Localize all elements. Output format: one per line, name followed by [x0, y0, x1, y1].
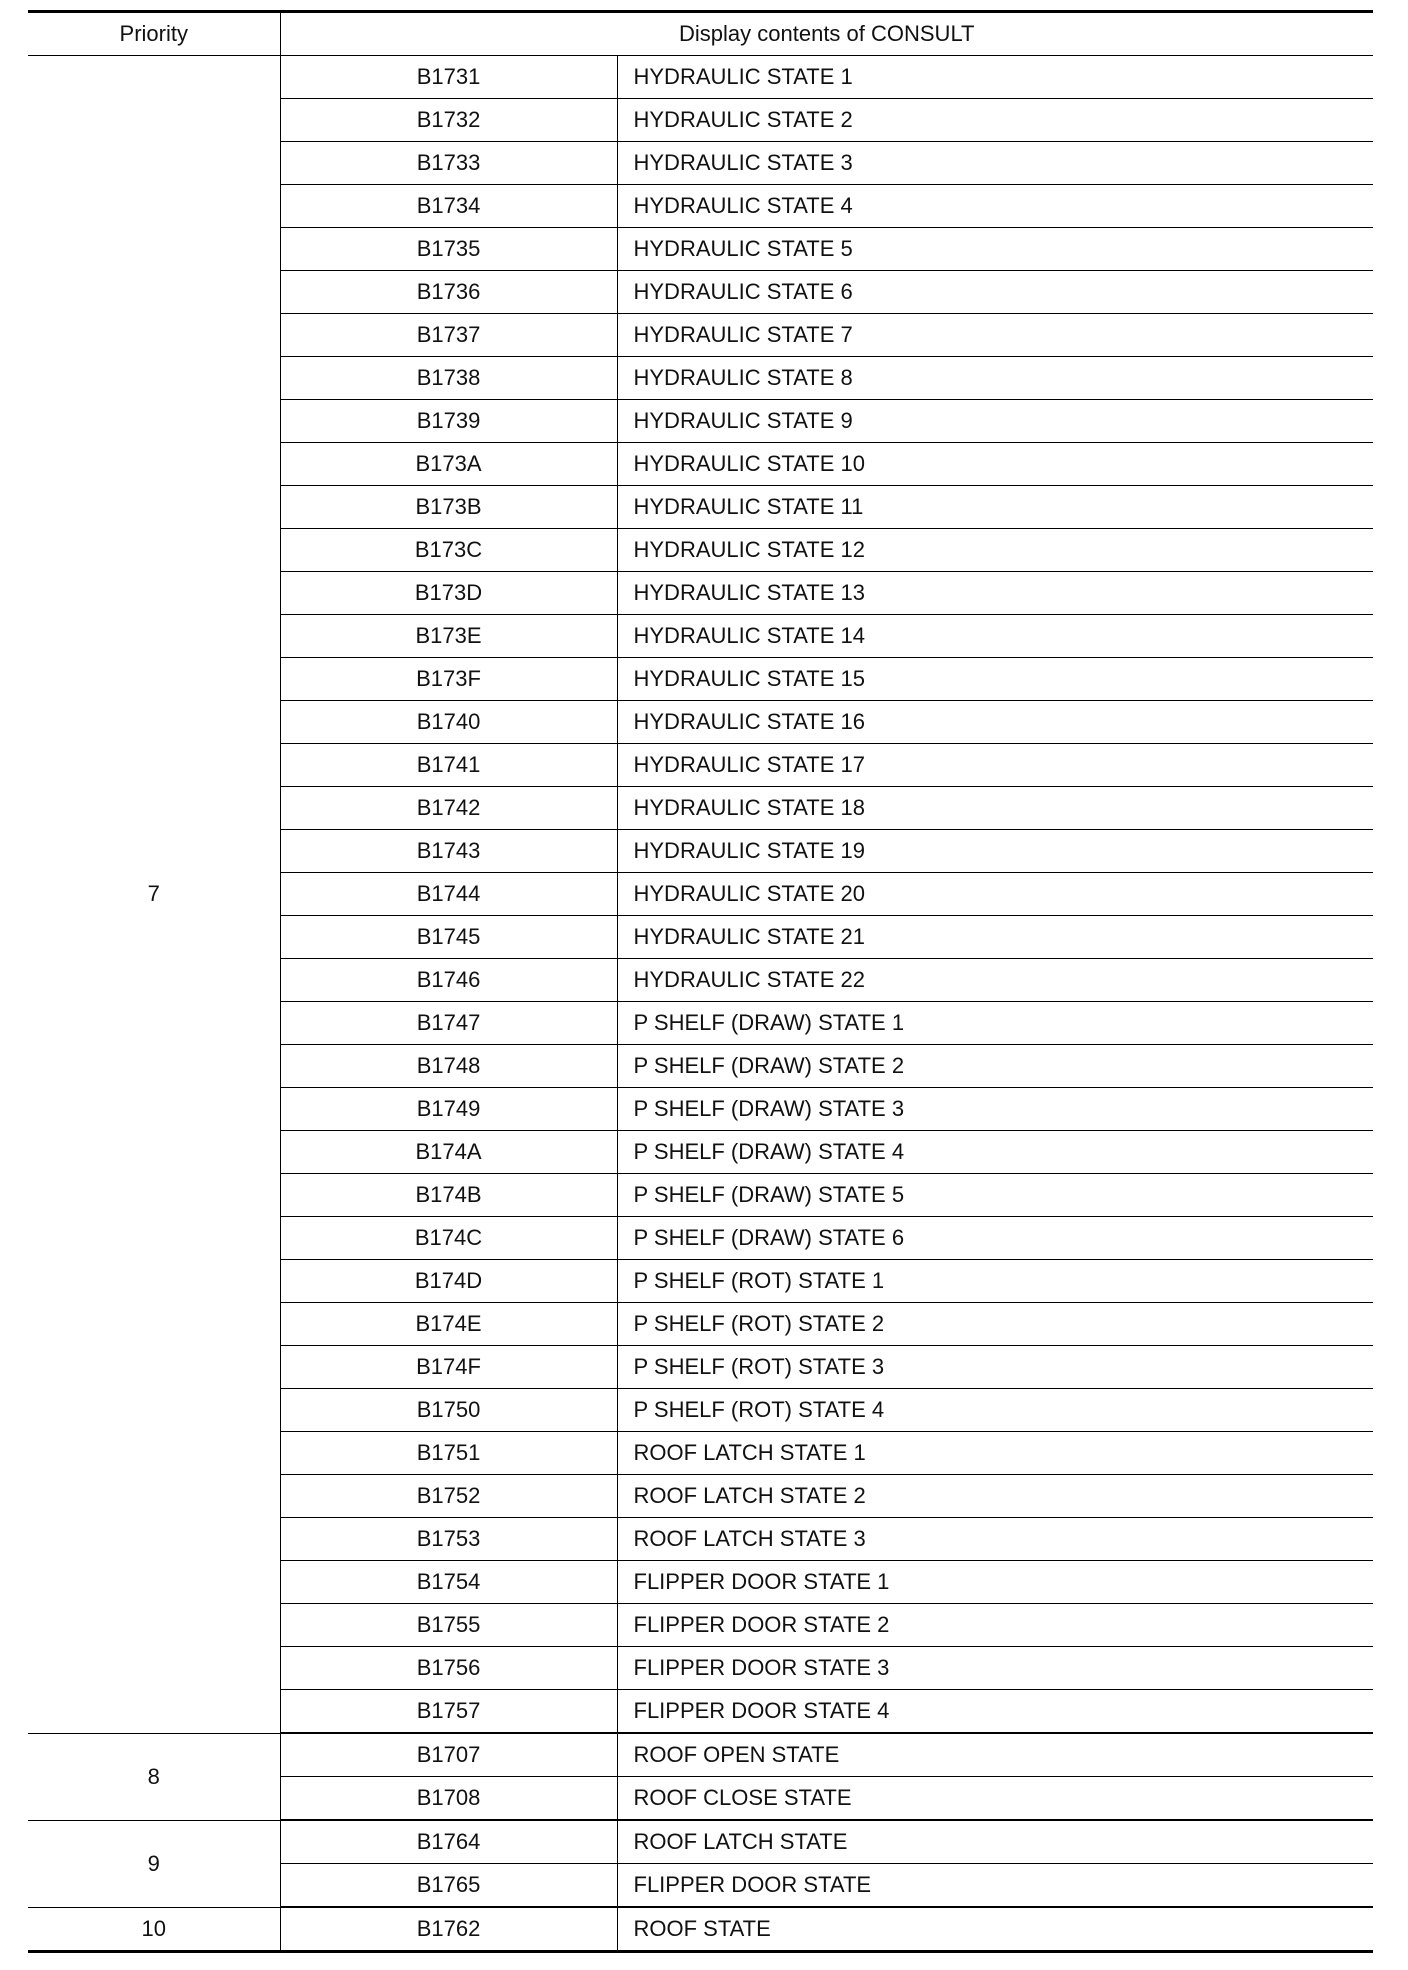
dtc-code-cell: B1707	[280, 1733, 617, 1777]
dtc-code-cell: B1744	[280, 873, 617, 916]
dtc-code-cell: B1749	[280, 1088, 617, 1131]
dtc-code-cell: B1756	[280, 1647, 617, 1690]
display-contents-cell: HYDRAULIC STATE 9	[617, 400, 1373, 443]
display-contents-cell: FLIPPER DOOR STATE	[617, 1864, 1373, 1908]
dtc-code-cell: B173D	[280, 572, 617, 615]
dtc-code-cell: B1752	[280, 1475, 617, 1518]
dtc-code-cell: B1765	[280, 1864, 617, 1908]
display-contents-cell: HYDRAULIC STATE 17	[617, 744, 1373, 787]
priority-cell: 8	[28, 1733, 280, 1820]
display-contents-cell: HYDRAULIC STATE 11	[617, 486, 1373, 529]
display-contents-cell: HYDRAULIC STATE 21	[617, 916, 1373, 959]
dtc-code-cell: B1747	[280, 1002, 617, 1045]
dtc-code-cell: B1755	[280, 1604, 617, 1647]
display-contents-cell: P SHELF (DRAW) STATE 4	[617, 1131, 1373, 1174]
dtc-code-cell: B1708	[280, 1777, 617, 1821]
dtc-code-cell: B1764	[280, 1820, 617, 1864]
display-contents-cell: HYDRAULIC STATE 19	[617, 830, 1373, 873]
display-contents-cell: FLIPPER DOOR STATE 4	[617, 1690, 1373, 1734]
display-contents-cell: HYDRAULIC STATE 8	[617, 357, 1373, 400]
dtc-code-cell: B173B	[280, 486, 617, 529]
dtc-code-cell: B1736	[280, 271, 617, 314]
dtc-code-cell: B173A	[280, 443, 617, 486]
dtc-code-cell: B174F	[280, 1346, 617, 1389]
dtc-code-cell: B174D	[280, 1260, 617, 1303]
header-row	[28, 12, 1373, 56]
dtc-code-cell: B1762	[280, 1907, 617, 1952]
display-contents-cell: FLIPPER DOOR STATE 1	[617, 1561, 1373, 1604]
display-contents-cell: P SHELF (DRAW) STATE 6	[617, 1217, 1373, 1260]
dtc-code-cell: B1743	[280, 830, 617, 873]
display-contents-cell: P SHELF (DRAW) STATE 3	[617, 1088, 1373, 1131]
display-contents-cell: HYDRAULIC STATE 7	[617, 314, 1373, 357]
display-contents-cell: HYDRAULIC STATE 20	[617, 873, 1373, 916]
table-row	[28, 1733, 1373, 1777]
table-row	[28, 56, 1373, 99]
display-contents-cell: FLIPPER DOOR STATE 3	[617, 1647, 1373, 1690]
consult-priority-sheet	[28, 10, 1373, 1953]
display-contents-cell: HYDRAULIC STATE 6	[617, 271, 1373, 314]
dtc-code-cell: B1734	[280, 185, 617, 228]
display-contents-cell: P SHELF (ROT) STATE 3	[617, 1346, 1373, 1389]
display-contents-cell: ROOF OPEN STATE	[617, 1733, 1373, 1777]
dtc-code-cell: B1733	[280, 142, 617, 185]
display-contents-cell: P SHELF (ROT) STATE 1	[617, 1260, 1373, 1303]
display-contents-cell: HYDRAULIC STATE 12	[617, 529, 1373, 572]
priority-cell: 9	[28, 1820, 280, 1907]
dtc-code-cell: B1754	[280, 1561, 617, 1604]
dtc-code-cell: B1757	[280, 1690, 617, 1734]
dtc-code-cell: B1740	[280, 701, 617, 744]
table-header	[28, 12, 1373, 56]
table-body	[28, 56, 1373, 1952]
consult-priority-table	[28, 10, 1373, 1953]
table-row	[28, 1907, 1373, 1952]
display-contents-cell: P SHELF (ROT) STATE 4	[617, 1389, 1373, 1432]
display-contents-cell: HYDRAULIC STATE 14	[617, 615, 1373, 658]
display-contents-cell: P SHELF (ROT) STATE 2	[617, 1303, 1373, 1346]
display-contents-cell: ROOF LATCH STATE 2	[617, 1475, 1373, 1518]
display-contents-cell: ROOF LATCH STATE	[617, 1820, 1373, 1864]
dtc-code-cell: B174C	[280, 1217, 617, 1260]
dtc-code-cell: B1731	[280, 56, 617, 99]
priority-cell: 7	[28, 56, 280, 1734]
display-contents-cell: P SHELF (DRAW) STATE 2	[617, 1045, 1373, 1088]
dtc-code-cell: B173E	[280, 615, 617, 658]
dtc-code-cell: B1739	[280, 400, 617, 443]
dtc-code-cell: B1738	[280, 357, 617, 400]
dtc-code-cell: B1735	[280, 228, 617, 271]
dtc-code-cell: B1737	[280, 314, 617, 357]
display-contents-cell: P SHELF (DRAW) STATE 5	[617, 1174, 1373, 1217]
dtc-code-cell: B1748	[280, 1045, 617, 1088]
display-contents-cell: HYDRAULIC STATE 4	[617, 185, 1373, 228]
dtc-code-cell: B1746	[280, 959, 617, 1002]
priority-cell: 10	[28, 1907, 280, 1952]
display-contents-cell: HYDRAULIC STATE 15	[617, 658, 1373, 701]
dtc-code-cell: B174B	[280, 1174, 617, 1217]
dtc-code-cell: B1732	[280, 99, 617, 142]
dtc-code-cell: B1742	[280, 787, 617, 830]
display-contents-cell: HYDRAULIC STATE 22	[617, 959, 1373, 1002]
dtc-code-cell: B1753	[280, 1518, 617, 1561]
dtc-code-cell: B1741	[280, 744, 617, 787]
display-contents-cell: P SHELF (DRAW) STATE 1	[617, 1002, 1373, 1045]
display-contents-cell: HYDRAULIC STATE 18	[617, 787, 1373, 830]
display-contents-cell: HYDRAULIC STATE 2	[617, 99, 1373, 142]
dtc-code-cell: B1750	[280, 1389, 617, 1432]
dtc-code-cell: B173F	[280, 658, 617, 701]
display-contents-cell: ROOF STATE	[617, 1907, 1373, 1952]
display-contents-cell: HYDRAULIC STATE 5	[617, 228, 1373, 271]
table-row	[28, 1820, 1373, 1864]
display-contents-cell: FLIPPER DOOR STATE 2	[617, 1604, 1373, 1647]
header-priority: Priority	[28, 12, 280, 56]
display-contents-cell: ROOF LATCH STATE 1	[617, 1432, 1373, 1475]
dtc-code-cell: B174A	[280, 1131, 617, 1174]
display-contents-cell: HYDRAULIC STATE 1	[617, 56, 1373, 99]
header-display-contents: Display contents of CONSULT	[280, 12, 1373, 56]
dtc-code-cell: B1751	[280, 1432, 617, 1475]
display-contents-cell: HYDRAULIC STATE 3	[617, 142, 1373, 185]
display-contents-cell: ROOF CLOSE STATE	[617, 1777, 1373, 1821]
display-contents-cell: HYDRAULIC STATE 16	[617, 701, 1373, 744]
dtc-code-cell: B173C	[280, 529, 617, 572]
display-contents-cell: ROOF LATCH STATE 3	[617, 1518, 1373, 1561]
dtc-code-cell: B1745	[280, 916, 617, 959]
display-contents-cell: HYDRAULIC STATE 10	[617, 443, 1373, 486]
dtc-code-cell: B174E	[280, 1303, 617, 1346]
display-contents-cell: HYDRAULIC STATE 13	[617, 572, 1373, 615]
